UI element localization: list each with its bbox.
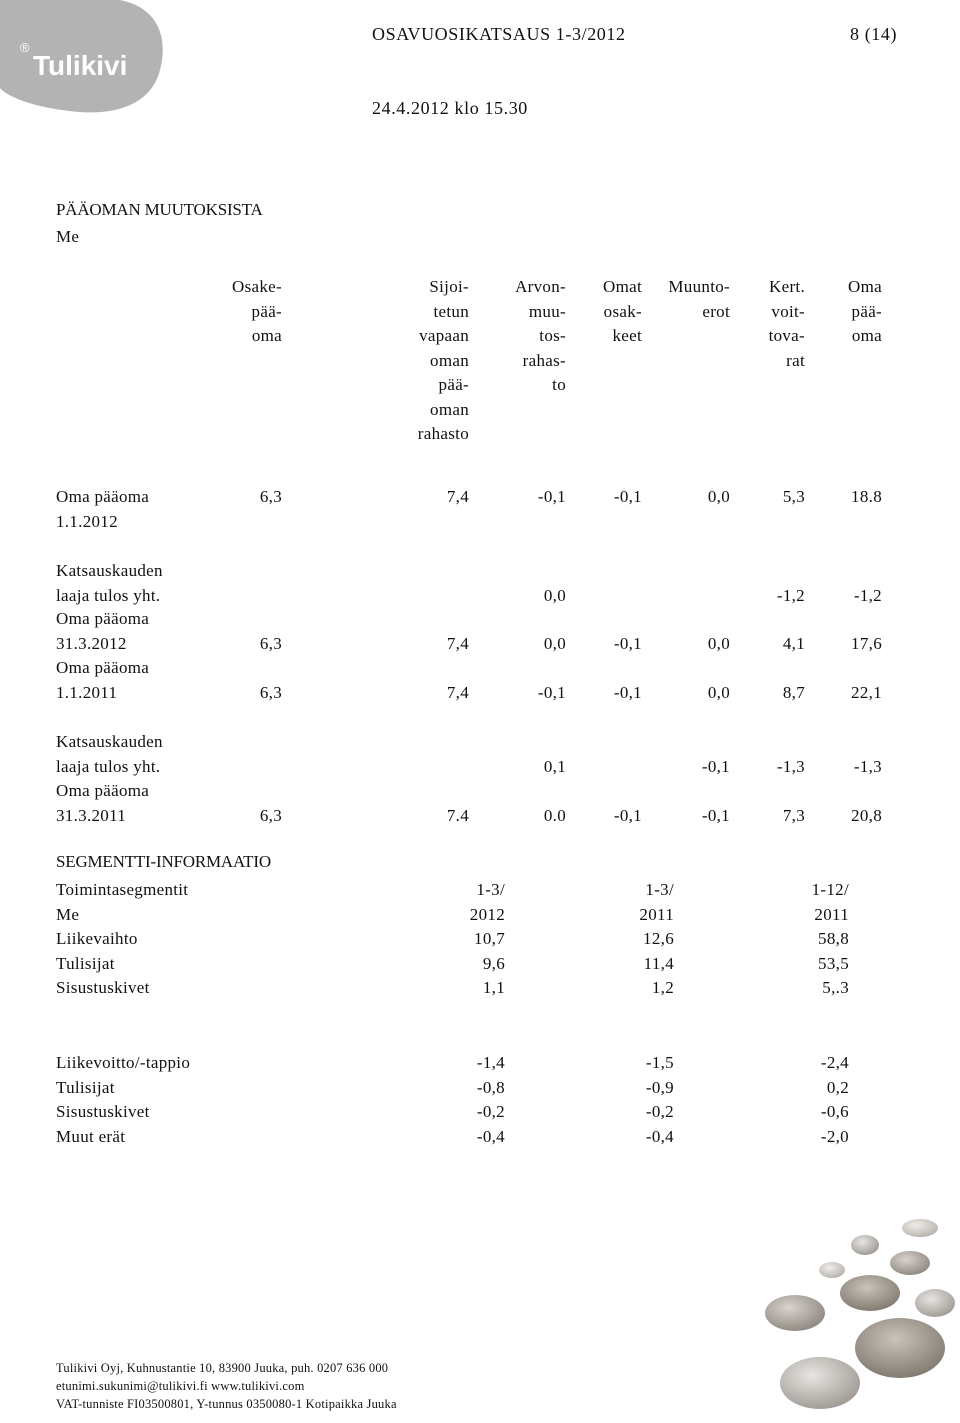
equity-column-header: Sijoi- <box>429 277 469 296</box>
equity-cell: -1,2 <box>776 585 805 605</box>
equity-cell: -0,1 <box>613 487 642 506</box>
segment-profit-row-value: -1,4 <box>476 1053 505 1072</box>
equity-cell: -0,1 <box>701 805 730 825</box>
equity-cell: -1,2 <box>853 585 882 605</box>
footer-vat: VAT-tunniste FI03500801, Y-tunnus 0350080-1 Kotipaikka Juuka <box>56 1397 397 1411</box>
stones-image <box>760 1208 960 1418</box>
registered-mark: ® <box>20 40 30 55</box>
equity-cell: 6,3 <box>259 487 282 506</box>
equity-column-header: Muunto- <box>668 277 730 296</box>
equity-column-header: keet <box>612 326 642 345</box>
equity-column-header: pää- <box>438 375 469 394</box>
equity-row-label: 1.1.2012 <box>56 511 118 531</box>
equity-column-header: rahasto <box>417 424 469 443</box>
equity-column-header: osak- <box>603 301 642 321</box>
segment-revenue-row-value: 53,5 <box>818 953 849 973</box>
equity-column-header: Oma <box>848 277 882 296</box>
segment-profit-row-value: -0,2 <box>645 1102 674 1122</box>
segment-profit-row-label: Tulisijat <box>56 1077 115 1097</box>
segment-profit-row-label: Muut erät <box>56 1127 126 1147</box>
segment-revenue-row-value: 1,2 <box>651 978 674 998</box>
segment-revenue-row-label: Sisustuskivet <box>56 978 150 998</box>
segment-header-row-value: 1-3/ <box>476 880 505 899</box>
segment-revenue-row-value: 58,8 <box>818 929 849 948</box>
equity-column-header: Arvon- <box>515 277 566 296</box>
equity-cell: 6,3 <box>259 805 282 825</box>
segment-profit-row-value: -0,9 <box>645 1077 674 1097</box>
equity-row-label: Katsauskauden <box>56 732 163 751</box>
equity-cell: -0,1 <box>613 682 642 702</box>
equity-column-header: tos- <box>539 326 566 345</box>
page-number: 8 (14) <box>850 24 898 44</box>
equity-unit: Me <box>56 227 80 246</box>
equity-cell: 7,4 <box>446 682 469 702</box>
footer-address: Tulikivi Oyj, Kuhnustantie 10, 83900 Juuka, puh. 0207 636 000 <box>56 1361 389 1375</box>
segment-profit-row-value: -2,4 <box>820 1053 849 1072</box>
equity-cell: 6,3 <box>259 682 282 702</box>
equity-row-label: Oma pääoma <box>56 781 150 800</box>
segment-revenue-row-value: 5,.3 <box>822 978 849 998</box>
equity-row-label: 31.3.2011 <box>56 805 127 825</box>
segment-profit-row-value: -1,5 <box>645 1053 674 1072</box>
equity-cell: 6,3 <box>259 633 282 653</box>
equity-cell: 0,0 <box>543 633 566 653</box>
equity-cell: 17,6 <box>851 633 882 653</box>
segment-profit-row-value: -0,4 <box>645 1127 674 1147</box>
segment-profit-row-value: 0,2 <box>826 1077 849 1097</box>
equity-row-label: Oma pääoma <box>56 487 150 506</box>
equity-column-header: Osake- <box>232 277 282 296</box>
segment-header-row-value: 1-3/ <box>645 880 674 899</box>
equity-cell: -0,1 <box>613 633 642 653</box>
report-title: OSAVUOSIKATSAUS 1-3/2012 <box>372 24 626 44</box>
equity-cell: 0,0 <box>707 487 730 506</box>
equity-column-header: to <box>552 375 566 394</box>
footer-contact: etunimi.sukunimi@tulikivi.fi www.tulikivi.com <box>56 1379 305 1393</box>
equity-column-header: erot <box>702 301 730 321</box>
segment-revenue-row-value: 1,1 <box>482 978 505 998</box>
equity-cell: 7,4 <box>446 487 469 506</box>
equity-cell: 0,1 <box>543 756 566 776</box>
equity-row-label: laaja tulos yht. <box>56 756 161 776</box>
segment-header-row-value: 1-12/ <box>811 880 849 899</box>
segment-revenue-row-value: 9,6 <box>482 953 505 973</box>
equity-cell: 5,3 <box>782 487 805 506</box>
equity-column-header: Kert. <box>769 277 805 296</box>
equity-column-header: pää- <box>251 301 282 321</box>
equity-column-header: voit- <box>771 301 805 321</box>
equity-cell: 22,1 <box>851 682 882 702</box>
equity-cell: 4,1 <box>782 633 805 653</box>
segment-revenue-row-label: Liikevaihto <box>56 929 138 948</box>
report-datetime: 24.4.2012 klo 15.30 <box>372 98 528 118</box>
segment-header-row-label: Toimintasegmentit <box>56 880 189 899</box>
segment-profit-row-value: -0,4 <box>476 1127 505 1147</box>
equity-row-label: Oma pääoma <box>56 658 150 677</box>
segment-profit-row-label: Sisustuskivet <box>56 1102 150 1122</box>
logo-text: Tulikivi <box>33 50 128 81</box>
segment-header-row-value: 2011 <box>639 904 674 924</box>
equity-cell: -0,1 <box>701 756 730 776</box>
equity-column-header: muu- <box>528 301 566 321</box>
segment-revenue-row-value: 12,6 <box>643 929 674 948</box>
equity-cell: 18.8 <box>851 487 882 506</box>
equity-cell: -0,1 <box>537 487 566 506</box>
equity-cell: 7,3 <box>782 805 805 825</box>
equity-cell: 0.0 <box>543 805 566 825</box>
equity-column-header: oman <box>430 399 469 419</box>
equity-cell: 0,0 <box>543 585 566 605</box>
equity-cell: 0,0 <box>707 633 730 653</box>
equity-cell: 7.4 <box>446 805 469 825</box>
segment-revenue-row-label: Tulisijat <box>56 953 115 973</box>
equity-column-header: rat <box>786 350 805 370</box>
equity-row-label: 1.1.2011 <box>56 682 118 702</box>
segment-revenue-row-value: 10,7 <box>474 929 505 948</box>
equity-row-label: Oma pääoma <box>56 609 150 628</box>
equity-column-header: Omat <box>603 277 642 296</box>
equity-column-header: oma <box>251 326 282 345</box>
segment-profit-row-value: -0,2 <box>476 1102 505 1122</box>
segment-header-row-label: Me <box>56 904 80 924</box>
equity-column-header: tova- <box>768 326 805 345</box>
equity-column-header: pää- <box>851 301 882 321</box>
equity-cell: -0,1 <box>537 682 566 702</box>
segment-profit-row-value: -2,0 <box>820 1127 849 1147</box>
equity-cell: 20,8 <box>851 805 882 825</box>
equity-title: PÄÄOMAN MUUTOKSISTA <box>56 200 263 219</box>
segment-revenue-row-value: 11,4 <box>643 953 674 973</box>
equity-cell: -1,3 <box>776 756 805 776</box>
segment-profit-row-value: -0,6 <box>820 1102 849 1122</box>
segment-header-row-value: 2011 <box>814 904 849 924</box>
segments-title: SEGMENTTI-INFORMAATIO <box>56 852 271 871</box>
equity-column-header: rahas- <box>522 350 566 370</box>
equity-cell: 7,4 <box>446 633 469 653</box>
equity-row-label: 31.3.2012 <box>56 633 127 653</box>
equity-cell: 8,7 <box>782 682 805 702</box>
equity-cell: -1,3 <box>853 756 882 776</box>
segment-header-row-value: 2012 <box>469 904 505 924</box>
equity-row-label: laaja tulos yht. <box>56 585 161 605</box>
segment-profit-row-label: Liikevoitto/-tappio <box>56 1053 191 1072</box>
equity-row-label: Katsauskauden <box>56 561 163 580</box>
equity-cell: 0,0 <box>707 682 730 702</box>
equity-cell: -0,1 <box>613 805 642 825</box>
equity-column-header: oman <box>430 350 469 370</box>
equity-column-header: vapaan <box>419 326 469 345</box>
equity-column-header: tetun <box>433 301 469 321</box>
segment-profit-row-value: -0,8 <box>476 1077 505 1097</box>
tulikivi-logo <box>0 0 170 120</box>
equity-column-header: oma <box>851 326 882 345</box>
